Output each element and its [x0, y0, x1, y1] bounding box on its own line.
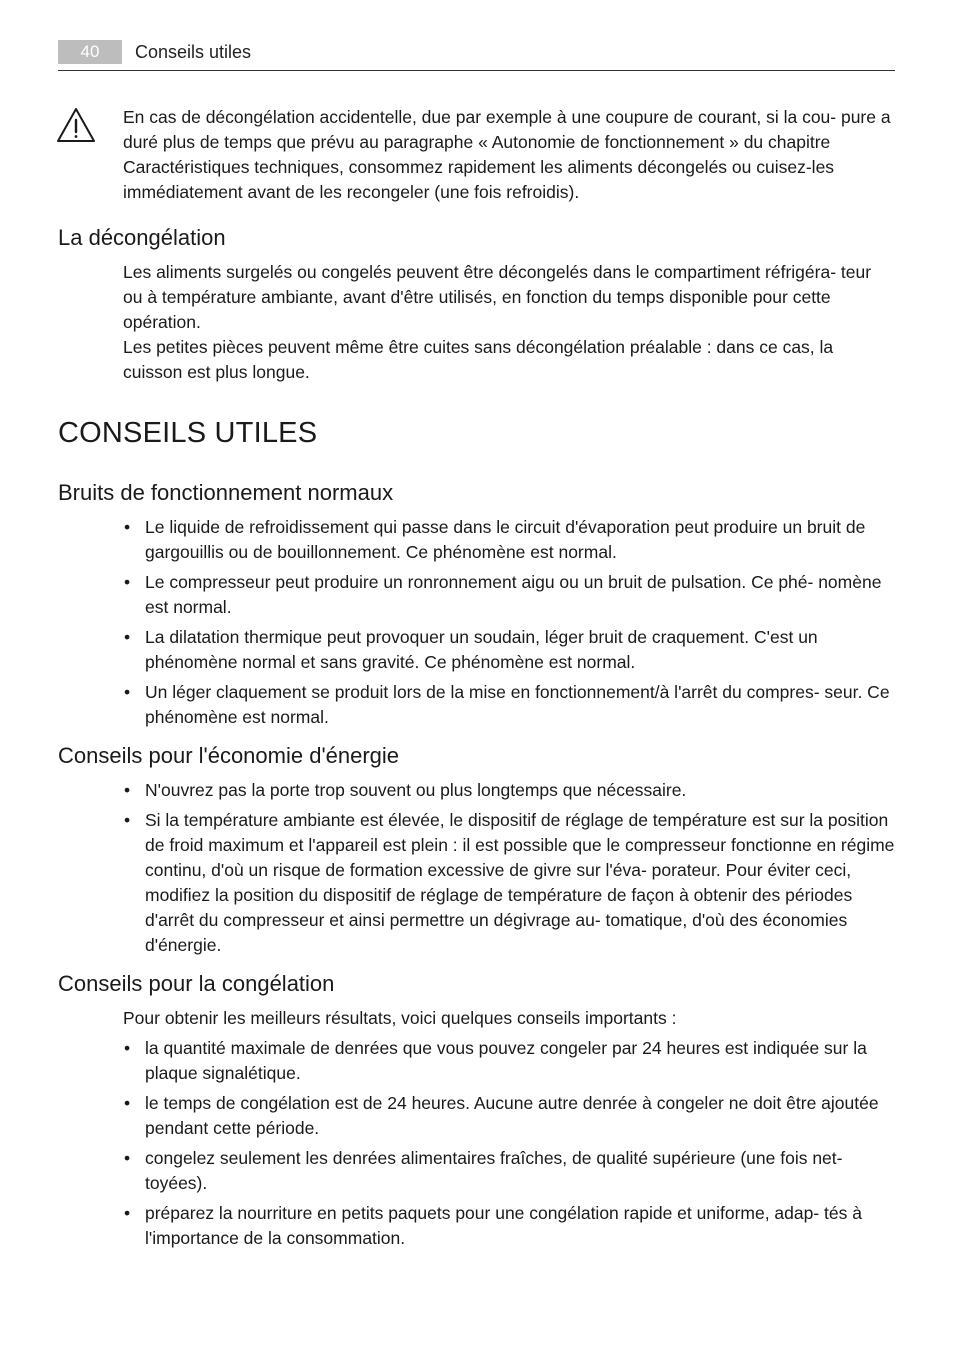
list-item — [123, 1036, 895, 1086]
bullet-icon: • — [124, 1148, 131, 1168]
page-number: 40 — [58, 40, 122, 64]
chapter-title: CONSEILS UTILES — [58, 417, 318, 449]
energy-heading: Conseils pour l'économie d'énergie — [58, 743, 400, 768]
list-item — [123, 625, 895, 675]
list-item-text: le temps de congélation est de 24 heures. Aucune autre denrée à congeler ne doit être ajoutée pendant cette période. — [145, 1093, 879, 1138]
list-item — [123, 515, 895, 565]
energy-list — [123, 778, 895, 963]
list-item — [123, 570, 895, 620]
list-item-text: la quantité maximale de denrées que vous pouvez congeler par 24 heures est indiquée sur la plaque signalétique. — [145, 1038, 867, 1083]
bullet-icon: • — [124, 1038, 131, 1058]
thawing-paragraph-1: Les aliments surgelés ou congelés peuvent être décongelés dans le compartiment réfrigéra- teur ou à température ambiante, avant d'être utilisés, en fonction du temps disponible pour cette opération. — [123, 262, 872, 332]
warning-triangle-icon — [56, 107, 96, 143]
warning-text: En cas de décongélation accidentelle, due par exemple à une coupure de courant, si la cou- pure a duré plus de temps que prévu au paragraphe « Autonomie de fonctionnement » du chapitre Caractéristiques techniques, consommez rapidement les aliments décongelés ou cuisez-les immédiatement avant de les recongeler (une fois refroidis). — [123, 107, 891, 202]
bullet-icon: • — [124, 780, 131, 800]
bullet-icon: • — [124, 1203, 131, 1223]
list-item-text: N'ouvrez pas la porte trop souvent ou plus longtemps que nécessaire. — [145, 780, 687, 800]
list-item — [123, 1146, 895, 1196]
list-item-text: La dilatation thermique peut provoquer un soudain, léger bruit de craquement. C'est un phénomène normal et sans gravité. Ce phénomène est normal. — [145, 627, 818, 672]
list-item-text: Si la température ambiante est élevée, le dispositif de réglage de température est sur la position de froid maximum et l'appareil est plein : il est possible que le compresseur fonctionne en régime continu, d'où un risque de formation excessive de givre sur l'éva- porateur. Pour éviter ceci, modifiez la position du dispositif de réglage de température de façon à obtenir des périodes d'arrêt du compresseur et ainsi permettre un dégivrage au- tomatique, d'où des économies d'énergie. — [145, 810, 895, 955]
list-item-text: congelez seulement les denrées alimentaires fraîches, de qualité supérieure (une fois net- toyées). — [145, 1148, 843, 1193]
noises-list — [123, 515, 895, 735]
list-item-text: Le compresseur peut produire un ronronnement aigu ou un bruit de pulsation. Ce phé- nomène est normal. — [145, 572, 882, 617]
thawing-paragraph-2: Les petites pièces peuvent même être cuites sans décongélation préalable : dans ce cas, la cuisson est plus longue. — [123, 337, 834, 382]
list-item — [123, 1091, 895, 1141]
bullet-icon: • — [124, 682, 131, 702]
list-item-text: préparez la nourriture en petits paquets pour une congélation rapide et uniforme, adap- tés à l'importance de la consommation. — [145, 1203, 862, 1248]
freezing-heading: Conseils pour la congélation — [58, 971, 335, 996]
page-header — [58, 40, 895, 71]
bullet-icon: • — [124, 572, 131, 592]
list-item — [123, 1201, 895, 1251]
list-item-text: Le liquide de refroidissement qui passe dans le circuit d'évaporation peut produire un bruit de gargouillis ou de bouillonnement. Ce phénomène est normal. — [145, 517, 866, 562]
list-item-text: Un léger claquement se produit lors de la mise en fonctionnement/à l'arrêt du compres- seur. Ce phénomène est normal. — [145, 682, 890, 727]
thawing-heading: La décongélation — [58, 225, 226, 250]
bullet-icon: • — [124, 1093, 131, 1113]
bullet-icon: • — [124, 627, 131, 647]
freezing-intro: Pour obtenir les meilleurs résultats, voici quelques conseils importants : — [123, 1008, 677, 1028]
bullet-icon: • — [124, 810, 131, 830]
list-item — [123, 778, 895, 803]
bullet-icon: • — [124, 517, 131, 537]
list-item — [123, 808, 895, 958]
list-item — [123, 680, 895, 730]
freezing-list — [123, 1036, 895, 1256]
noises-heading: Bruits de fonctionnement normaux — [58, 480, 394, 505]
running-title: Conseils utiles — [135, 42, 252, 62]
